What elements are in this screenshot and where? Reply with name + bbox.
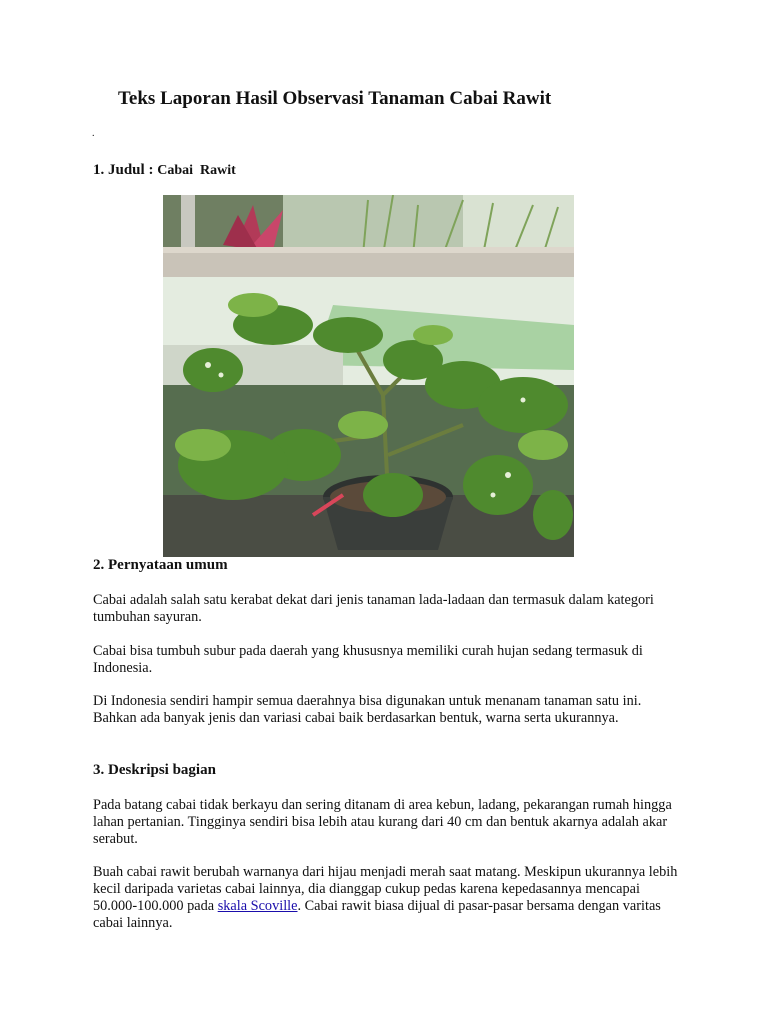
skala-scoville-link[interactable]: skala Scoville bbox=[217, 898, 298, 914]
section3-heading: 3. Deskripsi bagian bbox=[93, 762, 216, 778]
section2-paragraph-1: Cabai adalah salah satu kerabat dekat dari jenis tanaman lada-ladaan dan termasuk dalam kategori tumbuhan sayuran. bbox=[93, 592, 654, 625]
chili-plant-photo bbox=[163, 195, 574, 557]
section3-paragraph-2-text-b: . Cabai rawit biasa dijual di pasar-pasar bersama dengan varitas cabai lainnya. bbox=[93, 898, 661, 931]
judul-separator: : bbox=[144, 162, 158, 178]
section2-paragraph-3: Di Indonesia sendiri hampir semua daerahnya bisa digunakan untuk menanam tanaman satu ini. Bahkan ada banyak jenis dan variasi cabai baik berdasarkan bentuk, warna serta ukurannya. bbox=[93, 693, 642, 726]
section2-paragraph-2: Cabai bisa tumbuh subur pada daerah yang khususnya memiliki curah hujan sedang termasuk di Indonesia. bbox=[93, 643, 643, 676]
document-title: Teks Laporan Hasil Observasi Tanaman Cabai Rawit bbox=[118, 88, 552, 109]
judul-label: 1. Judul bbox=[93, 162, 145, 178]
section3-paragraph-1: Pada batang cabai tidak berkayu dan sering ditanam di area kebun, ladang, pekarangan rumah hingga lahan pertanian. Tingginya sendiri bisa lebih atau kurang dari 40 cm dan bentuk akarnya adalah akar serabut. bbox=[93, 797, 672, 847]
stray-mark: . bbox=[92, 128, 95, 139]
section2-heading: 2. Pernyataan umum bbox=[93, 557, 228, 573]
judul-value: Cabai Rawit bbox=[157, 163, 236, 178]
section3-paragraph-2-text-a: Buah cabai rawit berubah warnanya dari hijau menjadi merah saat matang. Meskipun ukurannya lebih kecil daripada varietas cabai lainnya, dia dianggap cukup pedas karena kepedasannya mencapai 50.000-100.000 pada bbox=[93, 864, 678, 914]
section3-paragraph-2 bbox=[93, 864, 683, 932]
chili-plant-illustration bbox=[163, 195, 574, 557]
judul-heading bbox=[93, 162, 236, 179]
